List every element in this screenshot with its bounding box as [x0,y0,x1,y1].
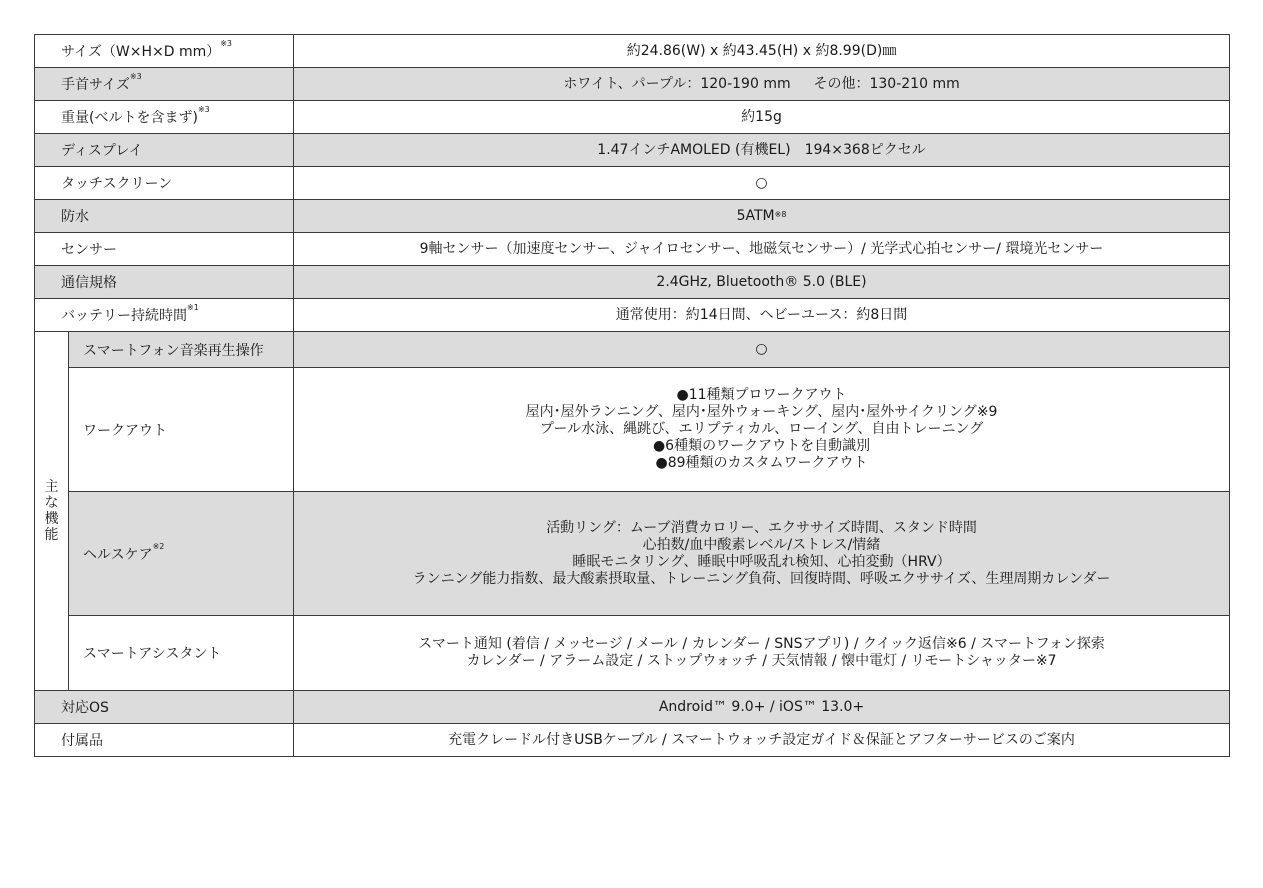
spec-table [34,34,1230,757]
value-touch: ○ [294,167,1230,200]
label-display: ディスプレイ [35,134,294,167]
workout-line: ●11種類プロワークアウト [676,387,847,403]
health-line: ランニング能力指数、最大酸素摂取量、トレーニング負荷、回復時間、呼吸エクササイズ、生理周期カレンダー [412,570,1111,587]
group-main-features [35,332,69,691]
assistant-line: スマート通知 (着信 / メッセージ / メール / カレンダー / SNSアプリ) / クイック返信※6 / スマートフォン探索 [418,636,1105,652]
label-wrist: 手首サイズ$^{※3}$ [35,68,294,101]
health-line: 活動リング：ムーブ消費カロリー、エクササイズ時間、スタンド時間 [546,519,977,536]
value-display: 1.47インチAMOLED (有機EL) 194×368ピクセル [294,134,1230,167]
value-battery: 通常使用：約14日間、ヘビーユース：約8日間 [294,299,1230,332]
assistant-line: カレンダー / アラーム設定 / ストップウォッチ / 天気情報 / 懐中電灯 / リモートシャッター※7 [466,653,1057,669]
health-line: 心拍数/血中酸素レベル/ストレス/情緒 [642,536,881,553]
label-health: ヘルスケア$^{※2}$ [69,492,294,616]
value-music: ○ [294,332,1230,368]
spec-row-comm [35,266,1230,299]
feature-row-workout [35,368,1230,492]
label-weight-note: ※3 [197,105,210,114]
spec-row-weight [35,101,1230,134]
label-music: スマートフォン音楽再生操作 [69,332,294,368]
value-weight: 約15g [294,101,1230,134]
value-waterproof-note: ※8 [774,209,787,219]
label-waterproof: 防水 [35,200,294,233]
workout-line: ●6種類のワークアウトを自動識別 [652,438,871,454]
label-weight: 重量(ベルトを含まず)$^{※3}$ [35,101,294,134]
value-comm: 2.4GHz, Bluetooth® 5.0 (BLE) [294,266,1230,299]
label-battery-note: ※1 [187,303,199,312]
label-workout: ワークアウト [69,368,294,492]
group-label: 主な機能 [44,479,59,543]
value-workout [294,368,1230,492]
label-touch: タッチスクリーン [35,167,294,200]
health-line: 睡眠モニタリング、睡眠中呼吸乱れ検知、心拍変動（HRV） [572,553,951,570]
spec-row-display [35,134,1230,167]
value-os: Android™ 9.0+ / iOS™ 13.0+ [294,691,1230,724]
spec-row-touch [35,167,1230,200]
label-assistant: スマートアシスタント [69,616,294,691]
label-battery: バッテリー持続時間$^{※1}$ [35,299,294,332]
spec-row-size [35,35,1230,68]
workout-line: プール水泳、縄跳び、エリプティカル、ローイング、自由トレーニング [539,421,984,437]
workout-line: 屋内･屋外ランニング、屋内･屋外ウォーキング、屋内･屋外サイクリング※9 [525,404,998,420]
label-accessories: 付属品 [35,724,294,757]
value-assistant [294,616,1230,691]
label-comm: 通信規格 [35,266,294,299]
value-waterproof: 5ATM$^{※8}$ [294,200,1230,233]
feature-row-assistant [35,616,1230,691]
spec-row-sensor [35,233,1230,266]
feature-row-health [35,492,1230,616]
label-sensor: センサー [35,233,294,266]
value-accessories: 充電クレードル付きUSBケーブル / スマートウォッチ設定ガイド＆保証とアフターサービスのご案内 [294,724,1230,757]
spec-row-accessories [35,724,1230,757]
spec-row-wrist [35,68,1230,101]
value-size: 約24.86(W) x 約43.45(H) x 約8.99(D)㎜ [294,35,1230,68]
workout-line: ●89種類のカスタムワークアウト [655,455,868,471]
feature-row-music [35,332,1230,368]
label-os: 対応OS [35,691,294,724]
spec-row-os [35,691,1230,724]
spec-row-battery [35,299,1230,332]
value-sensor: 9軸センサー（加速度センサー、ジャイロセンサー、地磁気センサー）/ 光学式心拍センサー/ 環境光センサー [294,233,1230,266]
label-size: サイズ（W×H×D mm）$^{※3}$ [35,35,294,68]
value-wrist: ホワイト、パープル：120-190 mm その他：130-210 mm [294,68,1230,101]
label-wrist-note: ※3 [129,72,142,81]
value-health [294,492,1230,616]
spec-row-waterproof [35,200,1230,233]
label-size-note: ※3 [220,39,233,48]
label-health-note: ※2 [152,541,165,551]
